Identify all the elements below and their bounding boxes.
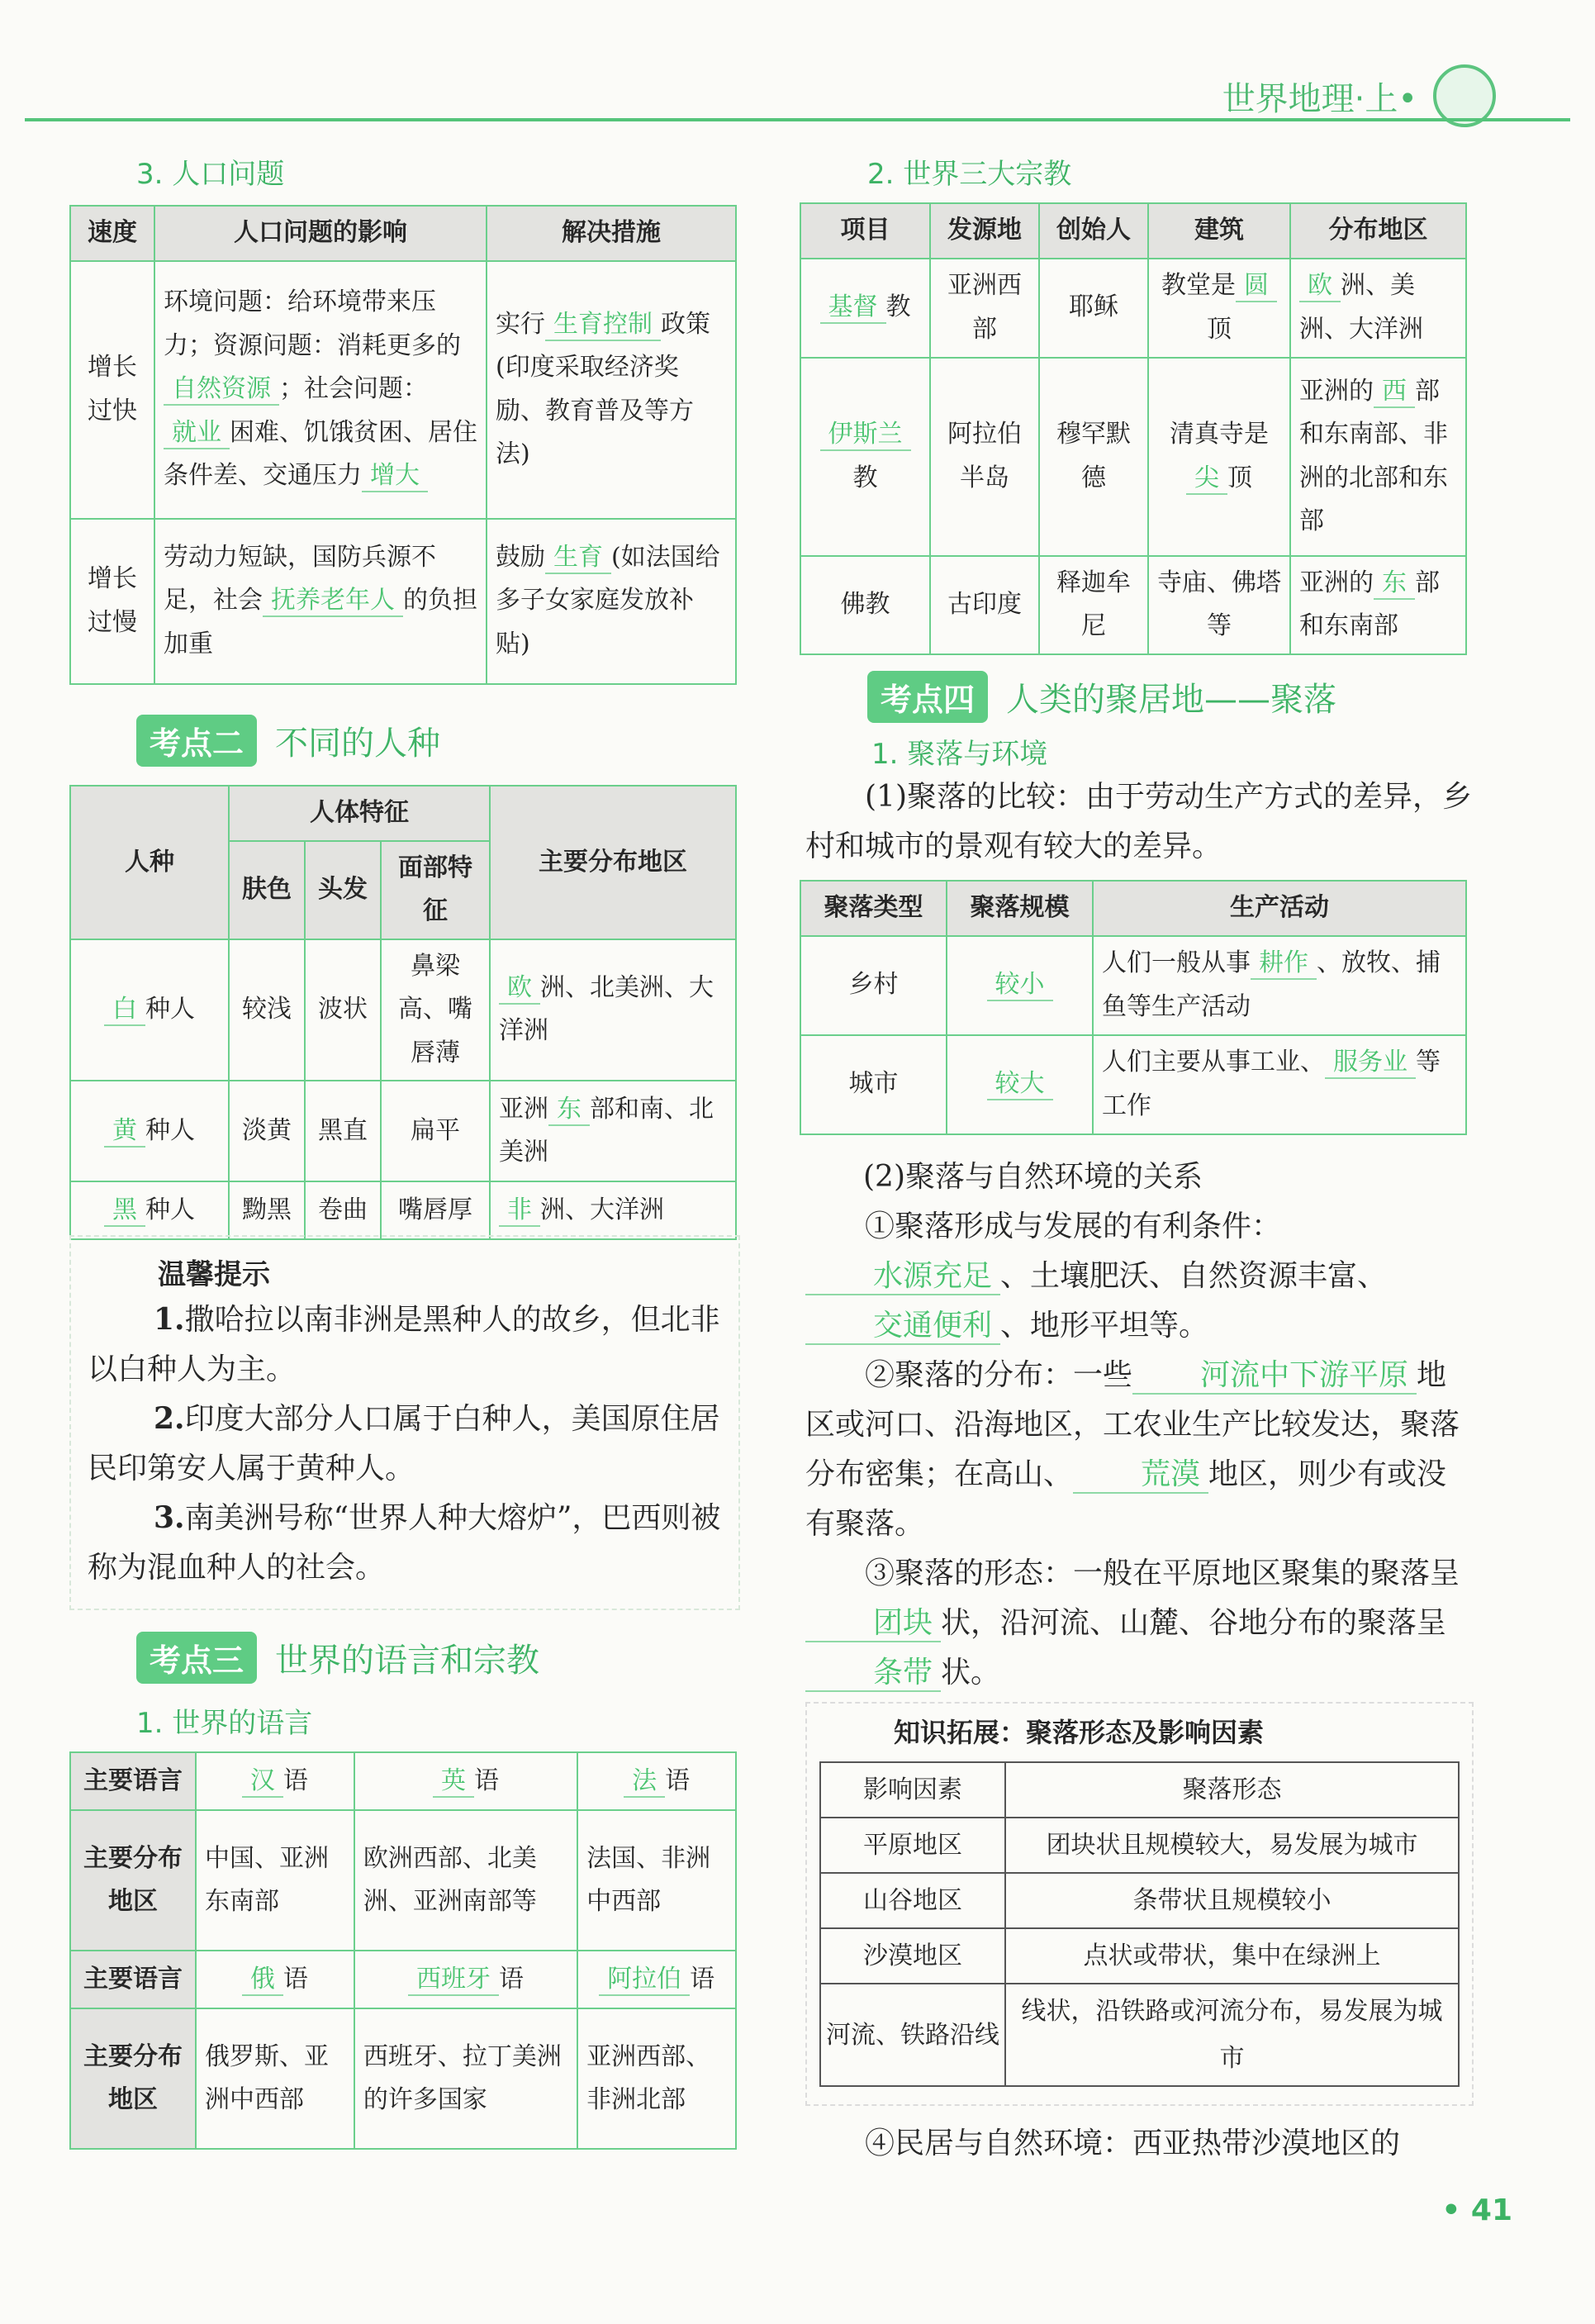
face-cell: 鼻梁高、嘴唇薄 [381, 939, 490, 1081]
area-cell: 法国、非洲中西部 [577, 1810, 736, 1951]
answer: 条带 [805, 1655, 941, 1692]
form-cell: 条带状且规模较小 [1005, 1873, 1459, 1928]
skin-cell: 黝黑 [229, 1181, 305, 1239]
answer: 尖 [1186, 463, 1227, 495]
tip-item: 1.撒哈拉以南非洲是黑种人的故乡，但北非以白种人为主。 [88, 1302, 720, 1386]
religion-cell: 伊斯兰教 [800, 358, 930, 556]
answer: 服务业 [1325, 1048, 1416, 1079]
extension-box [805, 1702, 1474, 2106]
founder-cell: 穆罕默德 [1039, 358, 1148, 556]
race-cell: 黑 种人 [70, 1181, 229, 1239]
answer: 生育控制 [545, 310, 661, 341]
factor-cell: 平原地区 [820, 1818, 1005, 1873]
col-header: 人体特征 [229, 786, 490, 841]
answer: 英 [433, 1766, 474, 1798]
area-cell: 欧 洲、北美洲、大洋洲 [490, 939, 736, 1081]
tip-title: 温馨提示 [158, 1258, 270, 1291]
area-cell: 亚洲西部、非洲北部 [577, 2008, 736, 2149]
col-header: 分布地区 [1290, 203, 1466, 259]
answer: 西 [1374, 377, 1415, 408]
answer: 抚养老年人 [263, 586, 403, 617]
answer: 东 [548, 1095, 590, 1126]
col-header: 人种 [70, 786, 229, 939]
col-header: 聚落规模 [947, 881, 1093, 936]
religion-title: 2. 世界三大宗教 [867, 158, 1072, 191]
lang-cell: 俄 语 [196, 1951, 354, 2008]
answer: 荒漠 [1073, 1457, 1208, 1494]
religion-cell: 佛教 [800, 556, 930, 654]
col-header: 聚落类型 [800, 881, 947, 936]
paragraph: (2)聚落与自然环境的关系 [863, 1160, 1203, 1194]
answer: 欧 [499, 973, 540, 1005]
measure-cell: 鼓励 生育 (如法国给多子女家庭发放补贴) [487, 519, 736, 684]
language-title: 1. 世界的语言 [136, 1707, 313, 1740]
answer: 较大 [987, 1069, 1053, 1100]
paragraph: ①聚落形成与发展的有利条件：水源充足 、土壤肥沃、自然资源丰富、交通便利 、地形平坦等。 [805, 1202, 1474, 1351]
area-cell: 俄罗斯、亚洲中西部 [196, 2008, 354, 2149]
answer: 法 [624, 1766, 665, 1798]
founder-cell: 释迦牟尼 [1039, 556, 1148, 654]
settlement-table [800, 880, 1467, 1135]
col-header: 主要分布地区 [490, 786, 736, 939]
answer: 汉 [242, 1766, 283, 1798]
kp3-title: 世界的语言和宗教 [275, 1642, 540, 1680]
answer: 河流中下游平原 [1132, 1357, 1417, 1395]
religion-cell: 基督 教 [800, 259, 930, 358]
hair-cell: 卷曲 [305, 1181, 381, 1239]
origin-cell: 阿拉伯半岛 [930, 358, 1039, 556]
effect-cell: 环境问题：给环境带来压力；资源问题：消耗更多的自然资源 ；社会问题：就业 困难、饥饿贫困、居住条件差、交通压力 增大 [154, 261, 487, 519]
area-cell: 欧洲西部、北美洲、亚洲南部等 [354, 1810, 577, 1951]
skin-cell: 较浅 [229, 939, 305, 1081]
answer: 欧 [1299, 271, 1341, 302]
type-cell: 乡村 [800, 936, 947, 1035]
col-header: 人口问题的影响 [154, 206, 487, 261]
race-cell: 黄 种人 [70, 1081, 229, 1181]
answer: 交通便利 [805, 1308, 1000, 1345]
col-header: 面部特征 [381, 841, 490, 939]
answer: 阿拉伯 [599, 1965, 690, 1996]
race-table [69, 785, 737, 1240]
building-cell: 清真寺是尖 顶 [1148, 358, 1290, 556]
origin-cell: 古印度 [930, 556, 1039, 654]
paragraph: ④民居与自然环境：西亚热带沙漠地区的 [865, 2127, 1401, 2160]
area-cell: 非 洲、大洋洲 [490, 1181, 736, 1239]
activity-cell: 人们主要从事工业、 服务业 等工作 [1093, 1035, 1466, 1134]
row-header: 主要分布地区 [70, 1810, 196, 1951]
answer: 团块 [805, 1605, 941, 1642]
col-header: 建筑 [1148, 203, 1290, 259]
col-header: 速度 [70, 206, 154, 261]
hair-cell: 波状 [305, 939, 381, 1081]
language-table [69, 1751, 737, 2150]
answer: 基督 [820, 292, 886, 324]
kp4-title: 人类的聚居地——聚落 [1006, 681, 1337, 719]
answer: 俄 [242, 1965, 283, 1996]
area-cell: 亚洲的 西 部和东南部、非洲的北部和东部 [1290, 358, 1466, 556]
lang-cell: 阿拉伯 语 [577, 1951, 736, 2008]
activity-cell: 人们一般从事 耕作 、放牧、捕鱼等生产活动 [1093, 936, 1466, 1035]
scale-cell [947, 1035, 1093, 1134]
answer: 自然资源 [164, 374, 279, 406]
answer: 圆 [1236, 271, 1277, 302]
header-title: 世界地理·上• [1222, 80, 1417, 118]
answer: 黄 [104, 1116, 145, 1148]
row-header: 主要语言 [70, 1752, 196, 1810]
answer: 水源充足 [805, 1258, 1000, 1295]
paragraph: (1)聚落的比较：由于劳动生产方式的差异，乡村和城市的景观有较大的差异。 [805, 780, 1472, 863]
header-divider [25, 118, 1570, 121]
extension-title: 知识拓展：聚落形态及影响因素 [894, 1717, 1265, 1748]
kp2-heading [136, 715, 440, 767]
hair-cell: 黑直 [305, 1081, 381, 1181]
page-number: • 41 [1441, 2193, 1512, 2227]
answer: 伊斯兰 [820, 420, 911, 451]
population-title: 3. 人口问题 [136, 158, 285, 191]
population-table [69, 205, 737, 685]
origin-cell: 亚洲西部 [930, 259, 1039, 358]
answer: 生育 [545, 543, 611, 574]
row-header: 主要语言 [70, 1951, 196, 2008]
row-header: 主要分布地区 [70, 2008, 196, 2149]
col-header: 创始人 [1039, 203, 1148, 259]
extension-table [819, 1761, 1460, 2087]
col-header: 解决措施 [487, 206, 736, 261]
area-cell: 亚洲 东 部和南、北美洲 [490, 1081, 736, 1181]
lang-cell: 西班牙 语 [354, 1951, 577, 2008]
area-cell: 中国、亚洲东南部 [196, 1810, 354, 1951]
factor-cell: 山谷地区 [820, 1873, 1005, 1928]
kp2-badge: 考点二 [136, 715, 257, 767]
paragraph: ③聚落的形态：一般在平原地区聚集的聚落呈团块 状，沿河流、山麓、谷地分布的聚落呈条带 状。 [805, 1549, 1474, 1698]
factor-cell: 河流、铁路沿线 [820, 1984, 1005, 2086]
measure-cell: 实行 生育控制 政策(印度采取经济奖励、教育普及等方法) [487, 261, 736, 519]
speed-cell: 增长过快 [70, 261, 154, 519]
area-cell: 亚洲的 东 部和东南部 [1290, 556, 1466, 654]
face-cell: 嘴唇厚 [381, 1181, 490, 1239]
paragraph: ②聚落的分布：一些 河流中下游平原 地区或河口、沿海地区，工农业生产比较发达，聚落分布密集；在高山、 荒漠 地区，则少有或没有聚落。 [805, 1358, 1460, 1541]
face-cell: 扁平 [381, 1081, 490, 1181]
factor-cell: 沙漠地区 [820, 1928, 1005, 1984]
lang-cell: 英 语 [354, 1752, 577, 1810]
col-header: 生产活动 [1093, 881, 1466, 936]
tip-box [69, 1235, 740, 1610]
kp2-title: 不同的人种 [275, 725, 441, 763]
form-cell: 线状，沿铁路或河流分布，易发展为城市 [1005, 1984, 1459, 2086]
col-header: 发源地 [930, 203, 1039, 259]
answer: 非 [499, 1195, 540, 1227]
founder-cell: 耶稣 [1039, 259, 1148, 358]
answer: 就业 [164, 418, 230, 449]
answer: 黑 [104, 1195, 145, 1227]
kp3-badge: 考点三 [136, 1632, 257, 1684]
kp4-badge: 考点四 [867, 671, 988, 723]
col-header: 聚落形态 [1005, 1762, 1459, 1818]
area-cell: 欧 洲、美洲、大洋洲 [1290, 259, 1466, 358]
answer: 东 [1374, 568, 1415, 600]
form-cell: 点状或带状，集中在绿洲上 [1005, 1928, 1459, 1984]
col-header: 影响因素 [820, 1762, 1005, 1818]
lang-cell: 法 语 [577, 1752, 736, 1810]
type-cell: 城市 [800, 1035, 947, 1134]
answer: 较小 [987, 970, 1053, 1001]
lang-cell: 汉 语 [196, 1752, 354, 1810]
speed-cell: 增长过慢 [70, 519, 154, 684]
answer: 西班牙 [408, 1965, 499, 1996]
col-header: 肤色 [229, 841, 305, 939]
tip-item: 2.印度大部分人口属于白种人，美国原住居民印第安人属于黄种人。 [88, 1401, 720, 1485]
religion-table [800, 202, 1467, 655]
settlement-title: 1. 聚落与环境 [871, 738, 1048, 771]
scale-cell [947, 936, 1093, 1035]
col-header: 头发 [305, 841, 381, 939]
answer: 增大 [362, 461, 428, 492]
area-cell: 西班牙、拉丁美洲的许多国家 [354, 2008, 577, 2149]
tip-item: 3.南美洲号称“世界人种大熔炉”，巴西则被称为混血种人的社会。 [88, 1500, 721, 1585]
kp3-heading [136, 1632, 539, 1684]
answer: 白 [104, 995, 145, 1026]
building-cell: 寺庙、佛塔等 [1148, 556, 1290, 654]
answer: 耕作 [1251, 948, 1317, 980]
effect-cell: 劳动力短缺，国防兵源不足，社会 抚养老年人 的负担加重 [154, 519, 487, 684]
form-cell: 团块状且规模较大，易发展为城市 [1005, 1818, 1459, 1873]
skin-cell: 淡黄 [229, 1081, 305, 1181]
building-cell: 教堂是 圆顶 [1148, 259, 1290, 358]
kp4-heading [867, 671, 1336, 723]
col-header: 项目 [800, 203, 930, 259]
race-cell: 白 种人 [70, 939, 229, 1081]
